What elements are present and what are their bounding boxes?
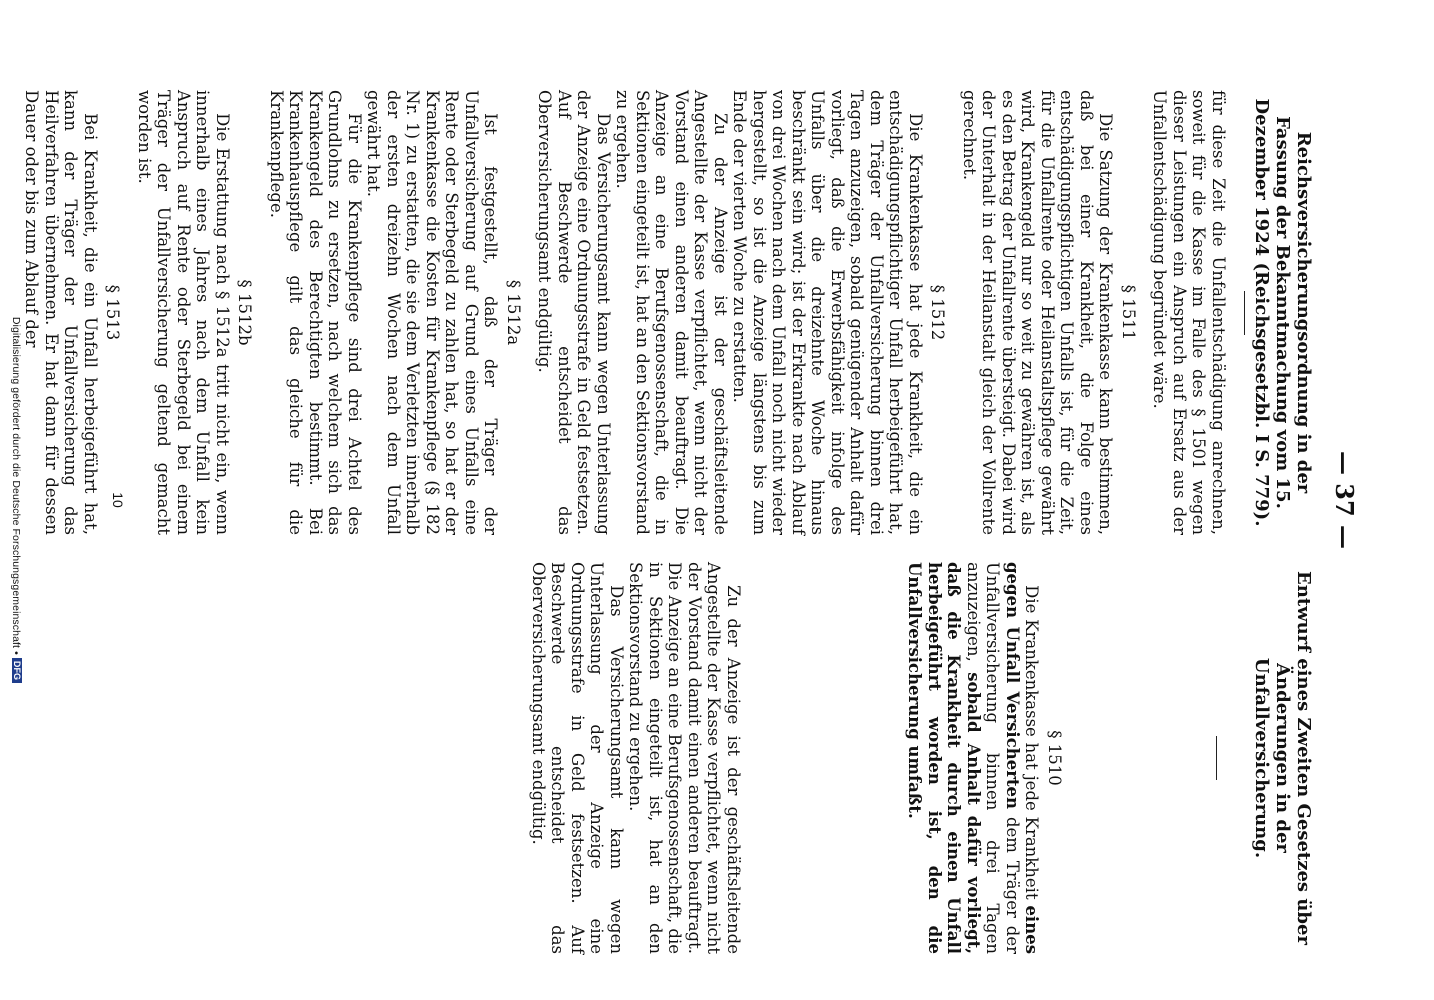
section-paragraph: Für die Krankenpflege sind drei Achtel des Grundlohns zu ersetzen, nach welchem sich das Krankengeld des Berechtigten bestimmt. Bei Krankenhauspflege gilt das gleiche für die Krankenpflege. xyxy=(267,90,364,535)
digitization-footer xyxy=(10,0,22,1000)
footer-text: Digitalisierung gefördert durch die Deutsche Forschungsgemeinschaft • xyxy=(10,316,22,655)
title-rule xyxy=(1216,736,1217,780)
section-1510-paragraph xyxy=(905,562,1042,954)
section-heading: § 1512a xyxy=(504,279,523,346)
normal-text: dem Träger der Unfallversicherung binnen drei Tagen anzuzeigen, xyxy=(964,562,1022,954)
section-paragraph: Bei Krankheit, die ein Unfall herbeigeführt hat, kann der Träger der Unfallversicherung das Heilverfahren übernehmen. Er hat dann für dessen Dauer oder bis zum Ablauf der xyxy=(22,90,100,535)
section-paragraph: Die Krankenkasse hat jede Krankheit, die ein entschädigungspflichtiger Unfall herbeigeführt hat, dem Träger der Unfallversicherung binnen drei Tagen anzuzeigen, sobald genügender Anhalt dafür vorliegt, daß die Erwerbsfähigkeit infolge des Unfalls über die dreizehnte Woche hinaus beschränkt sein wird; ist der Erkrankte nach Ablauf von drei Wochen nach dem Unfall noch nicht wieder hergestellt, so ist die Anzeige längstens bis zum Ende der vierten Woche zu erstatten. xyxy=(730,90,925,535)
bold-amendment-text: eines gegen Unfall Versicherten xyxy=(1003,562,1042,954)
section-paragraph: Ist festgestellt, daß der Träger der Unfallversicherung auf Grund eines Unfalls eine Rente oder Sterbegeld zu zahlen hat, so hat er der Krankenkasse die Kosten für Krankenpflege (§ 182 Nr. 1) zu erstatten, die sie dem Verletzten innerhalb der ersten dreizehn Wochen nach dem Unfall gewährt hat. xyxy=(364,90,501,535)
dfg-logo: DFG xyxy=(12,658,22,683)
section-paragraph: Die Satzung der Krankenkasse kann bestimmen, daß bei einer Krankheit, die Folge eines entschädigungspflichtigen Unfalls ist, für die Zeit, für die Unfallrente oder Heilanstaltspflege gewährt wird, Krankengeld nur so weit zu gewähren ist, als es den Betrag der Unfallrente übersteigt. Dabei wird der Unterhalt in der Heilanstalt gleich der Vollrente gerechnet. xyxy=(960,90,1116,535)
right-column-title: Entwurf eines Zweiten Gesetzes über Änderungen in der Unfallversicherung. xyxy=(1251,571,1314,945)
title-rule xyxy=(1244,291,1245,335)
section-heading: § 1512 xyxy=(928,284,948,341)
section-heading: § 1510 xyxy=(1045,730,1064,786)
right-column-draft xyxy=(514,562,1314,954)
section-paragraph: Zu der Anzeige ist der geschäftsleitende Angestellte der Kasse verpflichtet, wenn nicht der Vorstand damit einen anderen beauftragt. Die Anzeige an eine Berufsgenossenschaft, die in Sektionen eingeteilt ist, hat an den Sektionsvorstand zu ergehen. xyxy=(626,562,743,954)
section-heading: § 1513 xyxy=(103,284,123,341)
normal-text: Die Krankenkasse hat jede Krankheit xyxy=(1022,585,1042,906)
page-number: 10 xyxy=(110,492,126,508)
section-paragraph: Das Versicherungsamt kann wegen Unterlassung der Anzeige eine Ordnungsstrafe in Geld festsetzen. Auf Beschwerde entscheidet das Oberversicherungsamt endgültig. xyxy=(535,90,613,535)
intro-paragraph: für diese Zeit die Unfallentschädigung anrechnen, soweit für die Kasse im Falle des § 1501 wegen dieser Leistungen ein Anspruch auf Ersatz aus der Unfallentschädigung begründet wäre. xyxy=(1150,90,1228,535)
bold-amendment-text: sobald Anhalt dafür vorliegt, daß die Krankheit durch einen Unfall herbeigeführt worden ist, den die Unfallversicherung umfaßt. xyxy=(905,562,983,954)
section-heading: § 1512b xyxy=(235,279,255,346)
page-header: — 37 — xyxy=(1330,450,1359,550)
section-heading: § 1511 xyxy=(1119,284,1138,341)
left-column-title: Reichsversicherungsordnung in der Fassung der Bekanntmachung vom 15. Dezember 1924 (Reichsgesetzbl. I S. 779). xyxy=(1251,98,1314,527)
section-paragraph: Zu der Anzeige ist der geschäftsleitende Angestellte der Kasse verpflichtet, wenn nicht der Vorstand einen anderen damit beauftragt. Die Anzeige an eine Berufsgenossenschaft, die in Sektionen eingeteilt ist, hat an den Sektionsvorstand zu ergehen. xyxy=(613,90,730,535)
section-paragraph: Die Erstattung nach § 1512a tritt nicht ein, wenn innerhalb eines Jahres nach dem Unfall kein Anspruch auf Rente oder Sterbegeld bei einem Träger der Unfallversicherung geltend gemacht worden ist. xyxy=(135,90,232,535)
section-paragraph: Das Versicherungsamt kann wegen Unterlassung der Anzeige eine Ordnungsstrafe in Geld festsetzen. Auf Beschwerde entscheidet das Oberversicherungsamt endgültig. xyxy=(529,562,626,954)
